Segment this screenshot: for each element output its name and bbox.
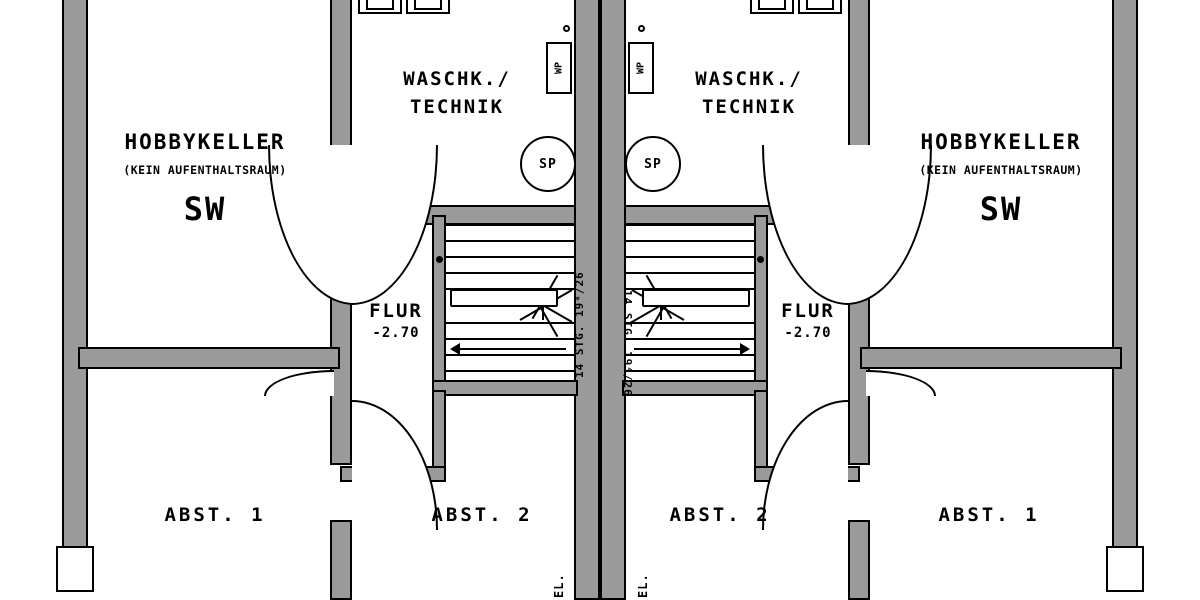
stair-left-direction-arrow bbox=[450, 343, 460, 355]
wall-right-unit-vertical-lower bbox=[848, 520, 870, 600]
wall-left-unit-horizontal bbox=[78, 347, 340, 369]
wall-right-flur-bottom bbox=[622, 380, 768, 396]
stair-right-handrail bbox=[642, 289, 750, 307]
appliance-right-b-inner bbox=[806, 0, 834, 10]
window-right-bottom bbox=[1106, 546, 1144, 592]
stair-left-direction-line bbox=[458, 348, 566, 350]
label-abst1-left: ABST. 1 bbox=[164, 504, 266, 526]
door-swing-right-flur bbox=[762, 145, 848, 305]
label-flur-left-level: -2.70 bbox=[372, 325, 420, 341]
door-swing-right-abst1 bbox=[866, 370, 936, 396]
wall-left-flur-bottom bbox=[432, 380, 578, 396]
hinge-dot-left-stair bbox=[436, 256, 443, 263]
label-sw-left: SW bbox=[183, 190, 227, 228]
label-hobbykeller-left: HOBBYKELLER bbox=[124, 130, 286, 154]
label-hobbykeller-right: HOBBYKELLER bbox=[920, 130, 1082, 154]
wp-symbol-left bbox=[546, 42, 572, 94]
wall-left-unit-vertical-lower bbox=[330, 520, 352, 600]
label-flur-left: FLUR bbox=[369, 300, 423, 322]
sp-symbol-right: SP bbox=[625, 136, 681, 192]
label-hobbykeller-right-note: (KEIN AUFENTHALTSRAUM) bbox=[919, 163, 1083, 177]
appliance-left-b-inner bbox=[414, 0, 442, 10]
door-swing-left-abst2 bbox=[352, 400, 438, 530]
label-waschk-right-line1: WASCHK./ bbox=[695, 68, 803, 90]
label-flur-right: FLUR bbox=[781, 300, 835, 322]
bottom-note-left: EL. bbox=[552, 573, 566, 598]
wall-right-stair-right bbox=[754, 215, 768, 390]
label-flur-right-level: -2.70 bbox=[784, 325, 832, 341]
appliance-right-a-inner bbox=[758, 0, 786, 10]
label-waschk-left-line1: WASCHK./ bbox=[403, 68, 511, 90]
wall-right-unit-horizontal bbox=[860, 347, 1122, 369]
sp-symbol-left: SP bbox=[520, 136, 576, 192]
wall-exterior-right bbox=[1112, 0, 1138, 550]
stair-left-handrail bbox=[450, 289, 558, 307]
door-swing-right-abst2 bbox=[762, 400, 848, 530]
label-sw-right: SW bbox=[979, 190, 1023, 228]
vent-dot-left bbox=[563, 25, 570, 32]
stair-right-direction-arrow bbox=[740, 343, 750, 355]
wp-symbol-left-label: WP bbox=[553, 61, 565, 75]
vent-dot-right bbox=[638, 25, 645, 32]
label-waschk-right-line2: TECHNIK bbox=[701, 96, 797, 118]
label-hobbykeller-left-note: (KEIN AUFENTHALTSRAUM) bbox=[123, 163, 287, 177]
label-waschk-left-line2: TECHNIK bbox=[409, 96, 505, 118]
stair-left-step-note: 14 STG. 19⁴/26 bbox=[573, 271, 586, 378]
door-swing-left-abst1 bbox=[264, 370, 334, 396]
window-left-bottom bbox=[56, 546, 94, 592]
label-abst2-left: ABST. 2 bbox=[431, 504, 533, 526]
stair-right-direction-line bbox=[634, 348, 742, 350]
label-abst1-right: ABST. 1 bbox=[938, 504, 1040, 526]
door-swing-left-flur bbox=[352, 145, 438, 305]
appliance-left-a-inner bbox=[366, 0, 394, 10]
wp-symbol-right bbox=[628, 42, 654, 94]
wp-symbol-right-label: WP bbox=[635, 61, 647, 75]
label-abst2-right: ABST. 2 bbox=[669, 504, 771, 526]
stair-right-step-note: 14 STG. 19⁴/26 bbox=[621, 290, 634, 397]
bottom-note-right: EL. bbox=[636, 573, 650, 598]
hinge-dot-right-stair bbox=[757, 256, 764, 263]
wall-exterior-left bbox=[62, 0, 88, 550]
